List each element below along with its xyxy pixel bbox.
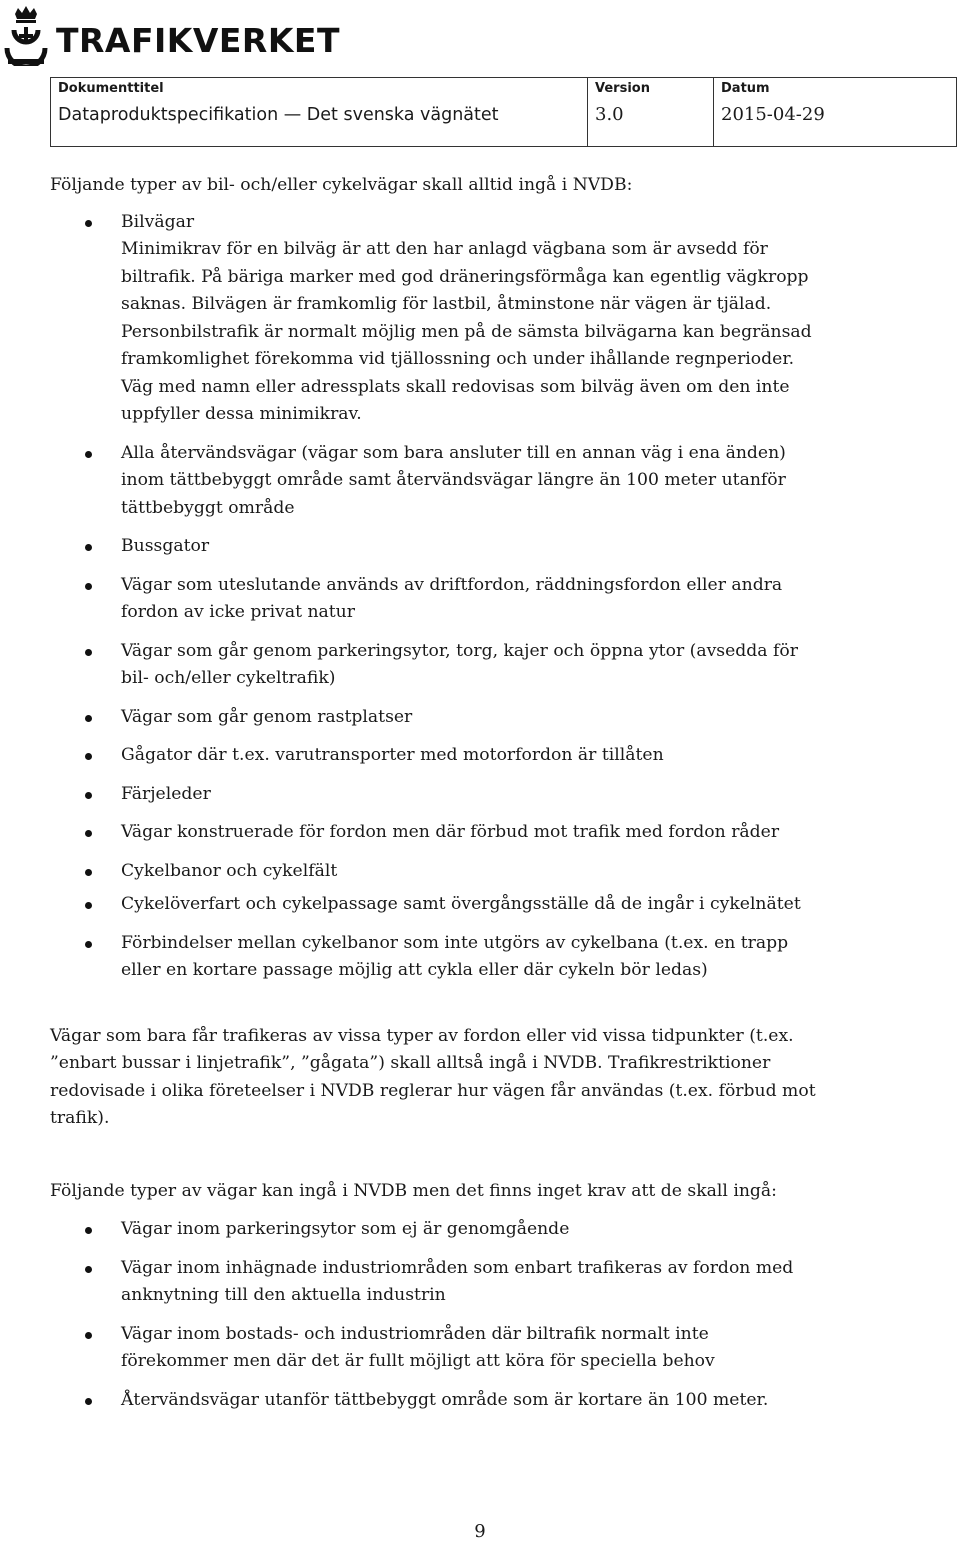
list-item: [50, 858, 820, 886]
document-header-table: [50, 77, 957, 147]
list-item-text: Cykelbanor och cykelfält: [121, 860, 338, 881]
bullet-icon: [85, 1266, 92, 1273]
list-item: [50, 819, 820, 847]
list-item-text: Cykelöverfart och cykelpassage samt övergångsställe då de ingår i cykelnätet: [121, 894, 801, 914]
logo-text: TRAFIKVERKET: [56, 20, 340, 60]
doc-title-label: Dokumenttitel: [58, 81, 164, 96]
bullet-icon: [85, 649, 92, 656]
bullet-icon: [85, 902, 92, 909]
bullet-icon: [85, 715, 92, 722]
intro-paragraph-1: Följande typer av bil- och/eller cykelvägar skall alltid ingå i NVDB:: [50, 175, 633, 195]
list-item: [50, 930, 820, 985]
bullet-icon: [85, 830, 92, 837]
bullet-icon: [85, 941, 92, 948]
list-item-text: Färjeleder: [121, 783, 211, 804]
mandatory-road-types-list: [50, 209, 820, 985]
list-item: [50, 572, 820, 627]
list-item-text: Vägar inom bostads- och industriområden där biltrafik normalt inte förekommer men där det är fullt möjligt att köra för speciella behov: [121, 1323, 715, 1371]
list-item: [50, 1216, 820, 1244]
bullet-icon: [85, 544, 92, 551]
paragraph-2: Vägar som bara får trafikeras av vissa typer av fordon eller vid vissa tidpunkter (t.ex. ”enbart bussar i linjetrafik”, ”gågata”) skall alltså ingå i NVDB. Trafikrestriktioner redovisade i olika företeelser i NVDB reglerar hur vägen får användas (t.ex. förbud mot trafik).: [50, 1025, 816, 1128]
list-item: [50, 891, 820, 919]
list-item: [50, 209, 820, 429]
bullet-icon: [85, 451, 92, 458]
list-item-text: Alla återvändsvägar (vägar som bara ansluter till en annan väg i ena änden) inom tättbebyggt område samt återvändsvägar längre än 100 meter utanför tättbebyggt område: [121, 442, 786, 518]
date-value: 2015-04-29: [721, 104, 825, 125]
doc-title-value: Dataproduktspecifikation — Det svenska vägnätet: [58, 105, 499, 125]
date-cell: [713, 78, 956, 146]
bullet-icon: [85, 1332, 92, 1339]
list-item-text: Vägar som uteslutande används av driftfordon, räddningsfordon eller andra fordon av icke privat natur: [121, 574, 783, 622]
list-item-text: Vägar inom inhägnade industriområden som enbart trafikeras av fordon med anknytning till den aktuella industrin: [121, 1257, 794, 1305]
list-item: [50, 440, 820, 523]
list-item: [50, 533, 820, 561]
bullet-icon: [85, 869, 92, 876]
version-value: 3.0: [595, 104, 624, 125]
list-item-text: Bilvägar Minimikrav för en bilväg är att den har anlagd vägbana som är avsedd för biltrafik. På bäriga marker med god dräneringsförmåga kan egentlig vägkropp saknas. Bilvägen är framkomlig för lastbil, åtminstone när vägen är tjälad. Personbilstrafik är normalt möjlig men på de sämsta bilvägarna kan begränsad framkomlighet förekomma vid tjällossning och under ihållande regnperioder. Väg med namn eller adressplats skall redovisas som bilväg även om den inte uppfyller dessa minimikrav.: [121, 211, 812, 424]
trafikverket-logo: [2, 2, 340, 68]
list-item-text: Gågator där t.ex. varutransporter med motorfordon är tillåten: [121, 745, 664, 765]
list-item-text: Återvändsvägar utanför tättbebyggt område som är kortare än 100 meter.: [121, 1389, 769, 1410]
optional-road-types-list: [50, 1216, 820, 1414]
list-item-text: Vägar konstruerade för fordon men där förbud mot trafik med fordon råder: [121, 822, 780, 842]
bullet-icon: [85, 753, 92, 760]
list-item: [50, 1387, 820, 1415]
list-item: [50, 704, 820, 732]
document-body: [50, 172, 820, 1414]
bullet-icon: [85, 1227, 92, 1234]
list-item-text: Vägar inom parkeringsytor som ej är genomgående: [121, 1219, 570, 1239]
bullet-icon: [85, 220, 92, 227]
crown-icon: [2, 4, 50, 66]
list-item: [50, 1255, 820, 1310]
list-item-text: Vägar som går genom parkeringsytor, torg, kajer och öppna ytor (avsedda för bil- och/eller cykeltrafik): [121, 640, 798, 688]
version-label: Version: [595, 81, 650, 96]
doc-title-cell: [51, 78, 587, 146]
list-item-text: Vägar som går genom rastplatser: [121, 706, 413, 727]
bullet-icon: [85, 1398, 92, 1405]
list-item-text: Förbindelser mellan cykelbanor som inte utgörs av cykelbana (t.ex. en trapp eller en kortare passage möjlig att cykla eller där cykeln bör ledas): [121, 932, 789, 980]
list-item: [50, 638, 820, 693]
list-item: [50, 781, 820, 809]
version-cell: [587, 78, 713, 146]
bullet-icon: [85, 583, 92, 590]
list-item-text: Bussgator: [121, 536, 210, 556]
intro-paragraph-3: Följande typer av vägar kan ingå i NVDB men det finns inget krav att de skall ingå:: [50, 1180, 777, 1201]
bullet-icon: [85, 792, 92, 799]
list-item: [50, 742, 820, 770]
list-item: [50, 1321, 820, 1376]
page-number: 9: [474, 1521, 486, 1542]
date-label: Datum: [721, 81, 770, 96]
